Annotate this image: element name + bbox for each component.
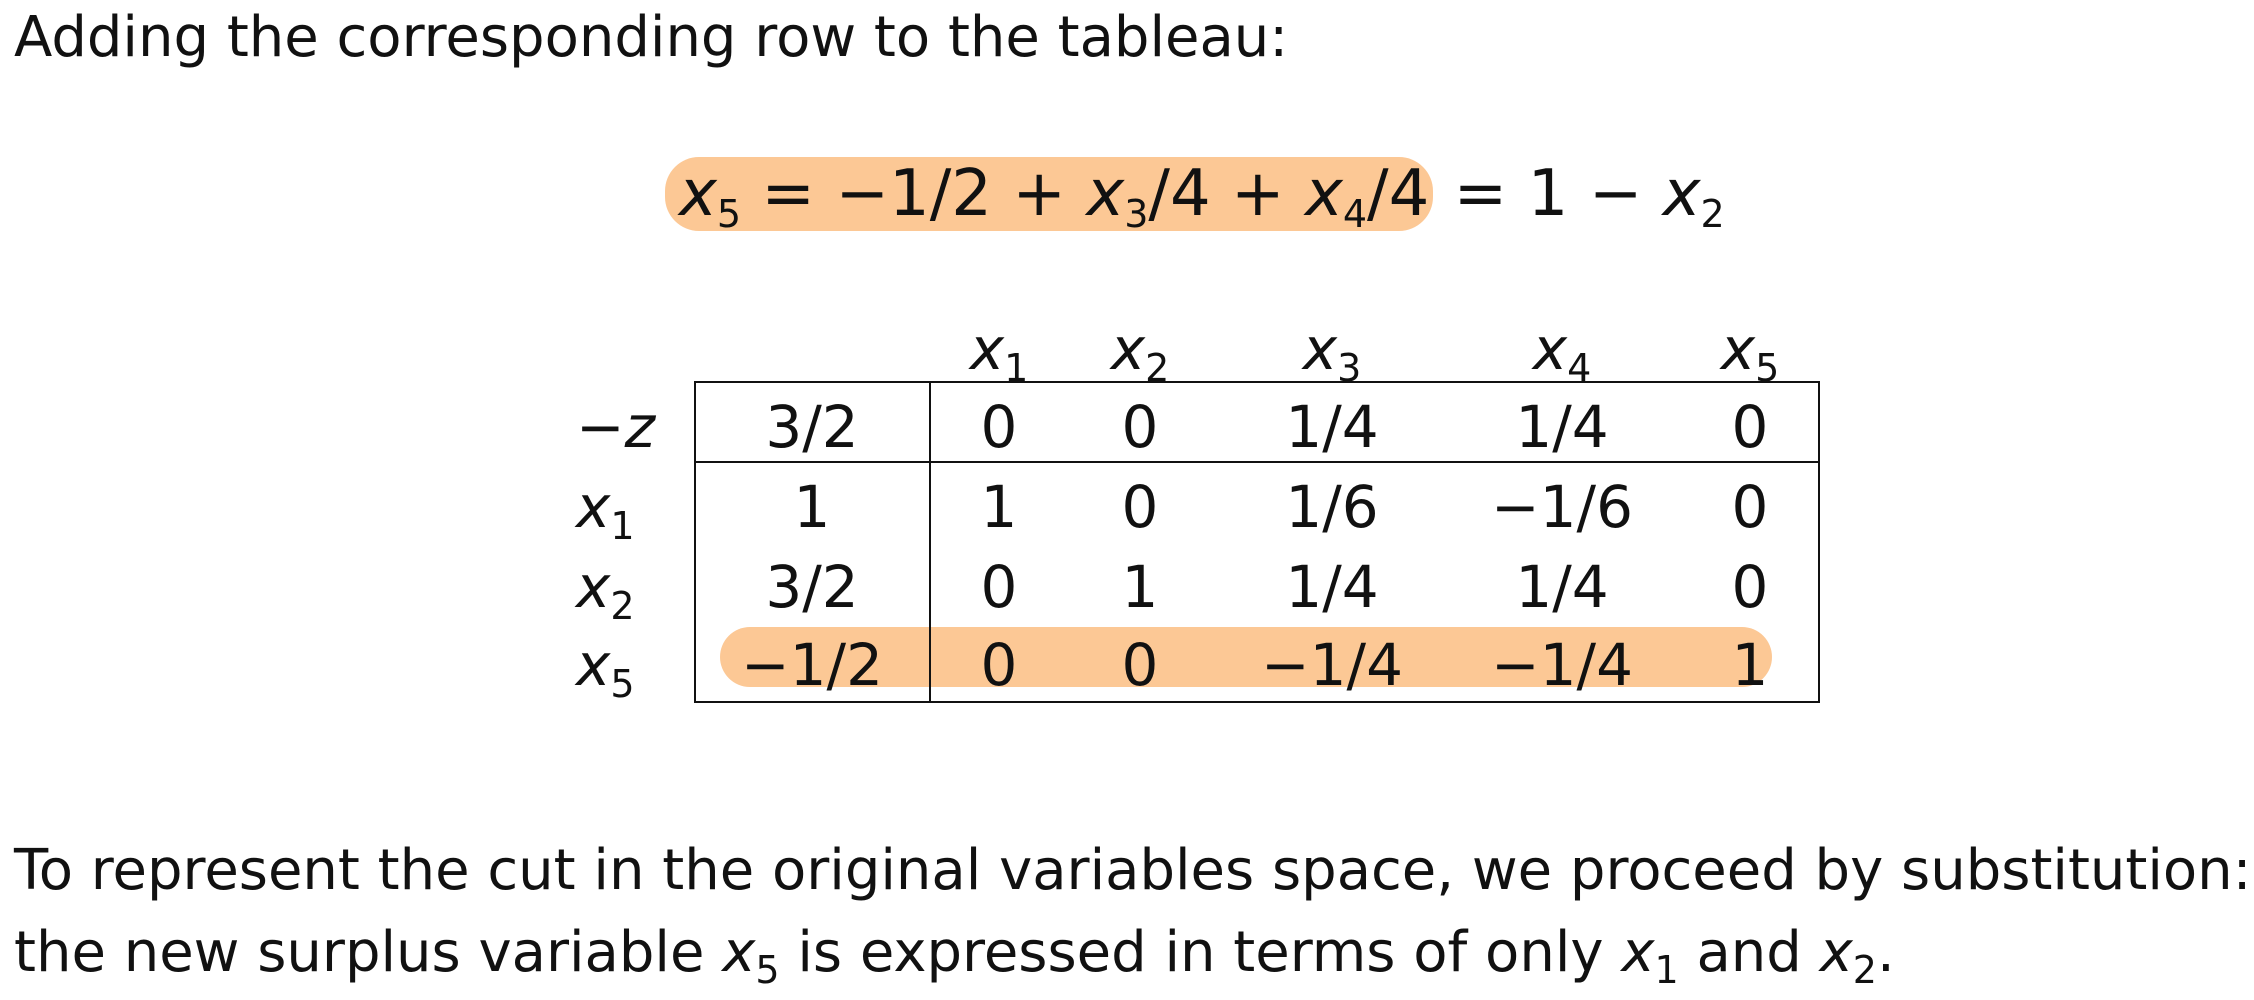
tableau-cell: 1/6 — [1285, 473, 1379, 541]
col-header-x2: $x_2$ — [1110, 315, 1170, 390]
row-label-objective: −z — [576, 393, 656, 461]
intro-text: Adding the corresponding row to the tableau: — [14, 5, 1289, 70]
cut-explanation-line-1: To represent the cut in the original variables space, we proceed by substitution: — [14, 838, 2252, 903]
simplex-tableau — [556, 305, 1836, 725]
tableau-cell: 0 — [1121, 631, 1159, 699]
tableau-cell: −1/2 — [741, 631, 883, 699]
row-label-x2: $x_2$ — [576, 553, 635, 628]
tableau-cell: −1/4 — [1261, 631, 1403, 699]
tableau-cell: −1/4 — [1491, 631, 1633, 699]
tableau-cell: 0 — [1731, 553, 1769, 621]
objective-separator — [694, 461, 1820, 463]
row-label-x5: $x_5$ — [576, 631, 635, 706]
tableau-cell: 0 — [1121, 393, 1159, 461]
rhs-separator — [929, 381, 931, 703]
tableau-cell: 1/4 — [1515, 393, 1609, 461]
col-header-x4: $x_4$ — [1532, 315, 1592, 390]
tableau-cell: 0 — [980, 553, 1018, 621]
equation-rest: = $1 - x_2$ — [1453, 157, 1725, 236]
col-header-x3: $x_3$ — [1302, 315, 1362, 390]
tableau-cell: 0 — [1731, 473, 1769, 541]
tableau-cell: 1 — [1731, 631, 1769, 699]
tableau-cell: 1/4 — [1285, 393, 1379, 461]
cut-explanation-line-2: the new surplus variable $x_5$ is expressed in terms of only $x_1$ and $x_2$. — [14, 920, 1895, 992]
cut-equation — [665, 157, 1725, 236]
tableau-cell: 1/4 — [1285, 553, 1379, 621]
tableau-cell: 1/4 — [1515, 553, 1609, 621]
col-header-x5: $x_5$ — [1720, 315, 1780, 390]
tableau-cell: 0 — [1731, 393, 1769, 461]
col-header-x1: $x_1$ — [969, 315, 1029, 390]
row-label-x1: $x_1$ — [576, 473, 635, 548]
tableau-cell: 3/2 — [765, 393, 859, 461]
tableau-cell: −1/6 — [1491, 473, 1633, 541]
tableau-cell: 1 — [1121, 553, 1159, 621]
tableau-cell: 3/2 — [765, 553, 859, 621]
tableau-cell: 1 — [793, 473, 831, 541]
tableau-cell: 0 — [980, 631, 1018, 699]
tableau-cell: 0 — [980, 393, 1018, 461]
tableau-cell: 1 — [980, 473, 1018, 541]
tableau-cell: 0 — [1121, 473, 1159, 541]
equation-highlight: $x_5 = -1/2 + x_3/4 + x_4/4$ — [665, 157, 1433, 231]
